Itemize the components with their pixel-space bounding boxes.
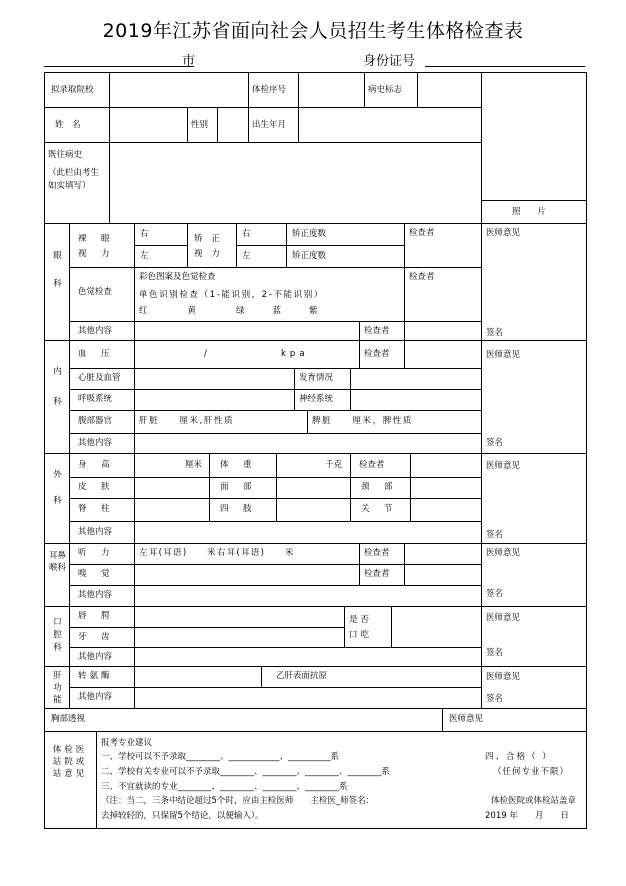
- corrected-text: 矫 正 视 力: [194, 234, 223, 259]
- school-field[interactable]: [109, 72, 249, 108]
- name-text: 姓 名: [55, 120, 81, 130]
- surgery-examiner-field[interactable]: [410, 453, 482, 478]
- internal-other-label: [69, 433, 135, 454]
- exam-no-field[interactable]: [298, 72, 365, 108]
- lips-label: [69, 606, 135, 628]
- corrected-label: [187, 223, 237, 268]
- corrected-left-text: 左: [242, 251, 251, 261]
- eye-examiner-3-field[interactable]: [404, 321, 482, 341]
- note2-text: 去掉较轻的，只保留5个结论，以便输入）。: [101, 811, 264, 821]
- ent-doctor-opinion[interactable]: [481, 543, 587, 607]
- liver-section: [44, 666, 70, 709]
- chest-xray-field[interactable]: [44, 708, 443, 732]
- stutter-label: [344, 606, 392, 648]
- height-text: 身 高: [78, 460, 113, 470]
- hbsag-field[interactable]: [261, 666, 482, 688]
- eye-doctor-opinion[interactable]: [481, 223, 587, 341]
- neck-field[interactable]: [410, 477, 482, 499]
- hbsag-text: 乙肝表面抗原: [276, 671, 328, 681]
- smell-label: [69, 564, 135, 586]
- eye-sign-text: 签名: [486, 328, 504, 338]
- color-green: 绿: [236, 306, 245, 316]
- exam-no-text: 体检序号: [252, 85, 287, 95]
- color-red: 红: [139, 306, 148, 316]
- skin-text: 皮 肤: [78, 482, 113, 492]
- any-major-text: （任何专业不限）: [493, 767, 570, 777]
- color-sense-text: 色觉检查: [78, 287, 113, 297]
- eye-section: [44, 223, 79, 341]
- ent-examiner-2-field[interactable]: [404, 564, 482, 586]
- conclusion-section: [44, 731, 97, 829]
- item1-text: 一、学校可以不予录取________、____________、__________系: [101, 752, 340, 762]
- eye-examiner-2-text: 检查者: [409, 272, 435, 282]
- liver-sign-text: 签名: [486, 694, 504, 704]
- spleen-text: 脾脏 厘米，脾性质: [312, 416, 414, 426]
- stutter-field[interactable]: [391, 606, 482, 648]
- smell-text: 嗅 觉: [78, 569, 113, 579]
- internal-examiner-label: [359, 340, 405, 369]
- surgery-other-text: 其他内容: [78, 527, 113, 537]
- oral-other-text: 其他内容: [78, 652, 113, 662]
- surgery-sign-text: 签名: [486, 530, 504, 540]
- naked-left-text: 左: [140, 251, 149, 261]
- birth-label: [248, 107, 299, 143]
- weight-unit: 千克: [325, 460, 343, 470]
- naked-right-text: 右: [140, 229, 149, 239]
- joints-label: [350, 498, 411, 522]
- eye-examiner-3-label: [359, 321, 405, 341]
- ent-section-text: 耳鼻喉科: [49, 551, 67, 573]
- ent-other-field[interactable]: [134, 585, 482, 607]
- abdominal-text: 腹部器官: [78, 416, 113, 426]
- limbs-label: [209, 498, 277, 522]
- height-label: [69, 453, 135, 478]
- surgery-section-text: 外 科: [53, 470, 79, 506]
- eye-examiner-3-text: 检查者: [364, 326, 390, 336]
- chest-opinion-field[interactable]: [442, 708, 587, 732]
- skin-field[interactable]: [134, 477, 210, 499]
- liver-opinion-text: 医师意见: [486, 672, 521, 682]
- school-label: [44, 72, 110, 108]
- oral-other-label: [69, 647, 135, 667]
- spleen-field[interactable]: [307, 410, 482, 434]
- stutter-text: 是否 口吃: [349, 615, 373, 640]
- result-text: 四、合格（ ）: [485, 752, 553, 762]
- neck-label: [350, 477, 411, 499]
- correction-right[interactable]: [286, 223, 405, 246]
- corrected-right[interactable]: [236, 223, 287, 246]
- heart-text: 心脏及血管: [78, 373, 121, 383]
- photo-text: 照 片: [512, 207, 547, 217]
- development-field[interactable]: [350, 368, 482, 390]
- ent-section: [44, 543, 70, 607]
- birth-field[interactable]: [298, 107, 482, 143]
- surgery-section: [44, 453, 79, 544]
- joints-text: 关 节: [361, 504, 396, 514]
- liver-other-label: [69, 687, 135, 709]
- bp-label: [69, 340, 135, 369]
- internal-section-text: 内 科: [53, 367, 79, 407]
- id-label: 身份证号: [363, 54, 416, 69]
- internal-examiner-field[interactable]: [404, 340, 482, 369]
- corrected-right-text: 右: [242, 229, 251, 239]
- teeth-label: [69, 627, 135, 648]
- weight-label: [209, 453, 277, 478]
- surgery-examiner-label: [350, 453, 411, 478]
- city-label: 市: [182, 54, 196, 69]
- naked-vision-text: 裸 眼 视 力: [78, 234, 113, 259]
- face-label: [209, 477, 277, 499]
- respiratory-label: [69, 389, 135, 411]
- oral-section: [44, 606, 70, 667]
- chest-opinion-text: 医师意见: [449, 714, 484, 724]
- history-mark-text: 病史标志: [368, 85, 403, 95]
- exam-no-label: [248, 72, 299, 108]
- nervous-text: 神经系统: [299, 394, 334, 404]
- neck-text: 颈 部: [361, 482, 396, 492]
- heart-field[interactable]: [134, 368, 295, 390]
- internal-doctor-opinion[interactable]: [481, 340, 587, 454]
- liver-field[interactable]: [134, 410, 308, 434]
- city-underline[interactable]: [44, 66, 194, 67]
- liver-section-text: 肝功能: [53, 671, 62, 705]
- birth-text: 出生年月: [252, 120, 287, 130]
- color-list: [139, 306, 318, 316]
- corrected-left[interactable]: [236, 245, 287, 268]
- nervous-label: [294, 389, 351, 411]
- eye-opinion-text: 医师意见: [486, 228, 521, 238]
- item3-text: 三、不宜就读的专业________、________、________、________系: [101, 782, 348, 792]
- weight-text: 体 重: [220, 460, 255, 470]
- chest-xray-text: 胸部透视: [51, 714, 86, 724]
- internal-other-text: 其他内容: [78, 438, 113, 448]
- internal-sign-text: 签名: [486, 438, 504, 448]
- abdominal-label: [69, 410, 135, 434]
- internal-opinion-text: 医师意见: [486, 350, 521, 360]
- alt-text: 转氨酶: [78, 671, 113, 681]
- correction-left-text: 矫正度数: [292, 251, 327, 261]
- surgery-doctor-opinion[interactable]: [481, 453, 587, 544]
- bp-slash: /: [204, 349, 207, 359]
- bp-unit: kpa: [281, 349, 309, 359]
- limbs-text: 四 肢: [220, 504, 255, 514]
- ent-other-label: [69, 585, 135, 607]
- color-test-field[interactable]: [134, 267, 405, 322]
- color-sense-label: [69, 267, 135, 322]
- eye-examiner-2[interactable]: [404, 267, 482, 322]
- surgery-examiner-text: 检查者: [359, 460, 385, 470]
- gender-text: 性别: [191, 120, 209, 130]
- ent-examiner-2-text: 检查者: [364, 569, 390, 579]
- name-field[interactable]: [109, 107, 188, 143]
- stamp-text: 体检医院或体检站盖章: [491, 796, 577, 806]
- spine-label: [69, 498, 135, 522]
- oral-other-field[interactable]: [134, 647, 482, 667]
- liver-doctor-opinion[interactable]: [481, 666, 587, 709]
- conclusion-section-text: 体检医站院或站意见: [52, 745, 88, 779]
- ent-examiner-1-label: [359, 543, 405, 565]
- alt-label: [69, 666, 135, 688]
- spine-text: 脊 柱: [78, 504, 113, 514]
- alt-field[interactable]: [134, 666, 262, 688]
- liver-text: 肝脏 厘米,肝性质: [139, 416, 235, 426]
- id-underline[interactable]: [425, 66, 585, 67]
- note-text: （注：当二，三条中结论超过5个时，应由主检医师 主检医_师签名：: [101, 796, 375, 806]
- color-blue: 蓝: [272, 306, 282, 316]
- history-text: 既往病史: [48, 150, 83, 160]
- history-note: （此栏由考生如实填写）: [48, 167, 100, 192]
- teeth-field[interactable]: [134, 627, 345, 648]
- conclusion-field[interactable]: [96, 731, 587, 829]
- eye-examiner-1[interactable]: [404, 223, 482, 268]
- naked-right[interactable]: [134, 223, 188, 246]
- gender-label: [187, 107, 218, 143]
- respiratory-field[interactable]: [134, 389, 295, 411]
- correction-left[interactable]: [286, 245, 405, 268]
- surgery-opinion-text: 医师意见: [486, 461, 521, 471]
- hearing-value: 左耳(耳语) 米右耳(耳语) 米: [139, 548, 295, 558]
- development-label: [294, 368, 351, 390]
- joints-field[interactable]: [410, 498, 482, 522]
- school-label-text: 拟录取院校: [51, 85, 94, 95]
- internal-section: [44, 340, 79, 454]
- hearing-label: [69, 543, 135, 565]
- color-test-text: 彩色图案及色觉检查: [139, 272, 216, 282]
- photo-label: [481, 200, 587, 224]
- ent-examiner-2-label: [359, 564, 405, 586]
- eye-section-text: 眼 科: [53, 251, 79, 289]
- ent-other-text: 其他内容: [78, 590, 113, 600]
- teeth-text: 牙 齿: [78, 632, 113, 642]
- color-yellow: 黄: [187, 306, 197, 316]
- oral-section-text: 口腔科: [53, 617, 62, 653]
- liver-other-text: 其他内容: [78, 692, 113, 702]
- surgery-other-label: [69, 521, 135, 544]
- liver-other-field[interactable]: [134, 687, 482, 709]
- spine-field[interactable]: [134, 498, 210, 522]
- eye-examiner-1-text: 检查者: [409, 228, 435, 238]
- suggestion-text: 报考专业建议: [101, 738, 153, 748]
- hearing-field[interactable]: [134, 543, 360, 565]
- history-label: [44, 142, 110, 224]
- height-unit: 厘米: [185, 460, 203, 470]
- oral-opinion-text: 医师意见: [486, 613, 521, 623]
- form-title: 2019年江苏省面向社会人员招生考生体格检查表: [102, 20, 524, 42]
- name-label: [44, 107, 110, 143]
- ent-examiner-1-field[interactable]: [404, 543, 482, 565]
- gender-field[interactable]: [217, 107, 249, 143]
- history-mark-label: [364, 72, 418, 108]
- internal-other-field[interactable]: [134, 433, 482, 454]
- hearing-text: 听 力: [78, 548, 113, 558]
- weight-field[interactable]: [276, 453, 351, 478]
- face-field[interactable]: [276, 477, 351, 499]
- face-text: 面 部: [220, 482, 255, 492]
- internal-examiner-text: 检查者: [364, 349, 390, 359]
- surgery-other-field[interactable]: [134, 521, 482, 544]
- smell-field[interactable]: [134, 564, 360, 586]
- oral-sign-text: 签名: [486, 648, 504, 658]
- item2-text: 二、学校有关专业可以不予录取________、________、________、________系: [101, 767, 391, 777]
- eye-other-field[interactable]: [134, 321, 360, 341]
- nervous-field[interactable]: [350, 389, 482, 411]
- naked-left[interactable]: [134, 245, 188, 268]
- ent-examiner-1-text: 检查者: [364, 548, 390, 558]
- history-field[interactable]: [109, 142, 482, 224]
- correction-right-text: 矫正度数: [292, 229, 327, 239]
- eye-other-text: 其他内容: [78, 326, 113, 336]
- development-text: 发育情况: [299, 373, 334, 383]
- color-purple: 紫: [309, 306, 318, 316]
- date-text: 2019 年 月 日: [485, 811, 569, 821]
- oral-doctor-opinion[interactable]: [481, 606, 587, 667]
- skin-label: [69, 477, 135, 499]
- height-field[interactable]: [134, 453, 210, 478]
- naked-vision-label: [69, 223, 135, 268]
- eye-other-label: [69, 321, 135, 341]
- lips-field[interactable]: [134, 606, 345, 628]
- bp-field[interactable]: [134, 340, 360, 369]
- lips-text: 唇 腭: [78, 611, 113, 621]
- respiratory-text: 呼吸系统: [78, 394, 113, 404]
- bp-text: 血 压: [78, 349, 113, 359]
- ent-sign-text: 签名: [486, 589, 504, 599]
- limbs-field[interactable]: [276, 498, 351, 522]
- mono-test-text: 单色识别检查（1-能识别，2-不能识别）: [139, 290, 324, 300]
- ent-opinion-text: 医师意见: [486, 548, 521, 558]
- history-mark-field[interactable]: [417, 72, 482, 108]
